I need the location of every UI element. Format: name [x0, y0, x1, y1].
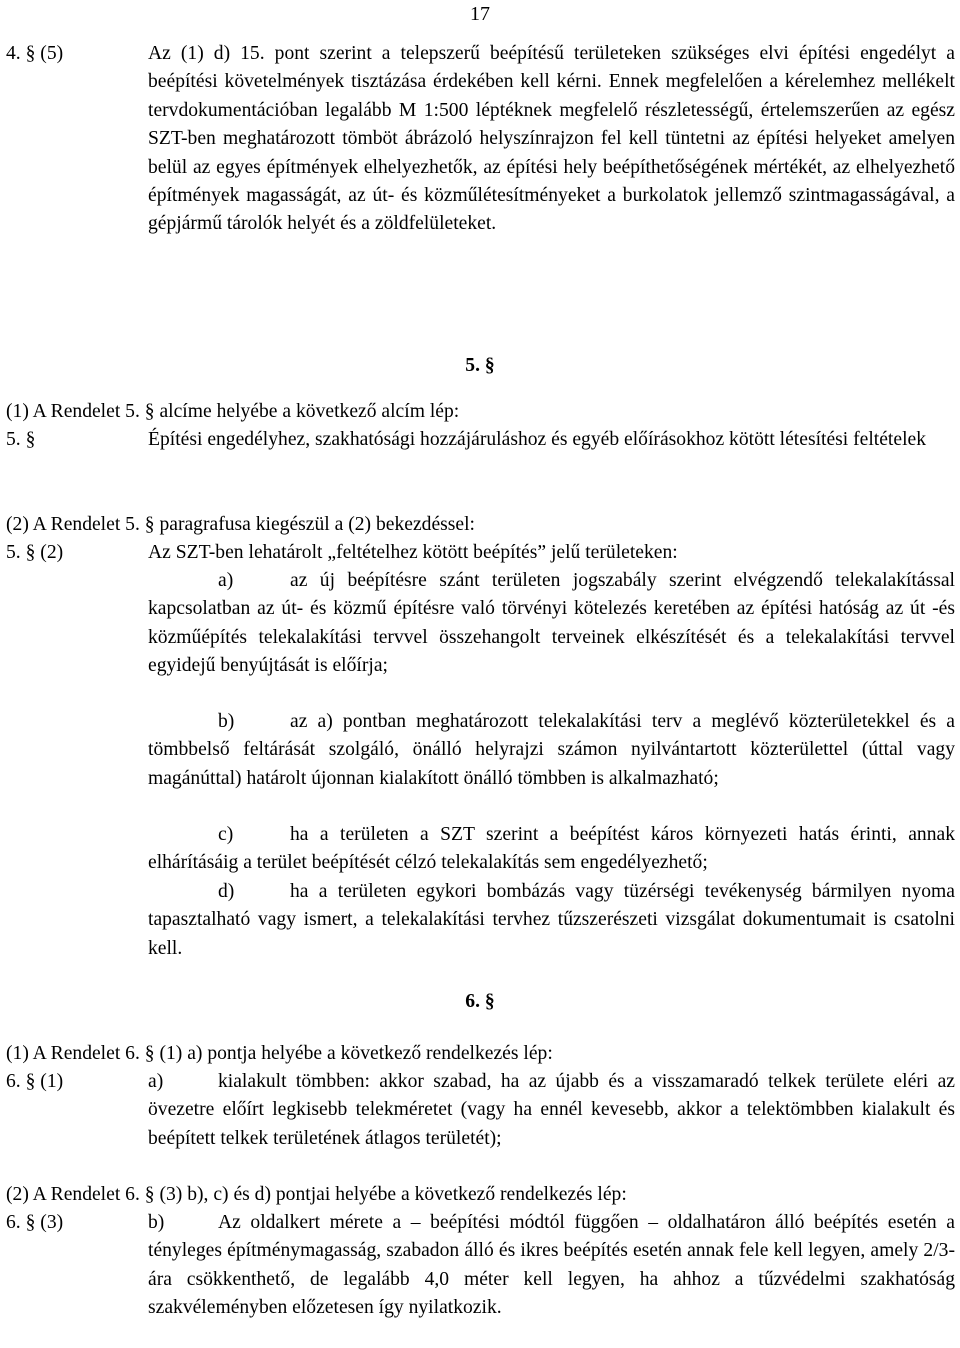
amendment-intro: (2) A Rendelet 6. § (3) b), c) és d) pontjai helyébe a következő rendelkezés lép: [6, 1184, 627, 1205]
section-heading-5: 5. § [465, 355, 495, 376]
list-item-text [148, 567, 955, 681]
paragraph-label: 5. § (2) [6, 542, 64, 563]
list-item-letter: b) [218, 711, 235, 732]
paragraph-text: Építési engedélyhez, szakhatósági hozzájáruláshoz és egyéb előírásokhoz kötött létesítési feltételek [148, 429, 927, 450]
paragraph-text [148, 1068, 955, 1153]
list-item-body: ha a területen a SZT szerint a beépítést káros környezeti hatás érinti, annak elhárításáig a terület beépítését célzó telekalakítás sem engedélyezhető; [148, 824, 955, 874]
list-item-letter: a) [218, 570, 234, 591]
amendment-intro: (1) A Rendelet 6. § (1) a) pontja helyébe a következő rendelkezés lép: [6, 1043, 553, 1064]
paragraph-text [148, 1209, 955, 1323]
list-item-body: Az oldalkert mérete a – beépítési módtól függően – oldalhatáron álló beépítés esetén a tényleges építménymagasság, szabadon álló és ikres beépítés esetén annak fele kell legyen, amely 2/3-ára csökkenthető, de legalább 4,0 méter kell legyen, ha ahhoz a tűzvédelmi szakhatóság szakvéleményben előzetesen így nyilatkozik. [148, 1212, 955, 1319]
amendment-intro: (1) A Rendelet 5. § alcíme helyébe a következő alcím lép: [6, 401, 460, 422]
list-item-letter: d) [218, 881, 235, 902]
list-item-body: az a) pontban meghatározott telekalakítási terv a meglévő közterületekkel és a tömbbelső feltárását szolgáló, önálló helyrajzi számon nyilvántartott közterülettel (úttal vagy magánúttal) határolt újonnan kialakított önálló tömbben is alkalmazható; [148, 711, 955, 789]
paragraph-text: Az (1) d) 15. pont szerint a telepszerű beépítésű területeken szükséges elvi építési engedélyt a beépítési követelmények tisztázása érdekében kell kérni. Ennek megfelelően a kérelemhez mellékelt tervdokumentációban legalább M 1:500 léptéknek megfelelő részletességű, értelemszerűen az egész SZT-ben meghatározott tömböt ábrázoló helyszínrajzon fel kell tüntetni az építési helyeket amelyen belül az egyes építmények elhelyezhetők, az építési hely beépíthetőségének mértékét, az elhelyezhető építmények magasságát, az út- és közműlétesítményeket a burkolatok jellemző szintmagasságával, a gépjármű tárolók helyét és a zöldfelületeket. [148, 43, 955, 235]
paragraph-label: 4. § (5) [6, 43, 64, 64]
page-number: 17 [470, 3, 490, 25]
paragraph-text: Az SZT-ben lehatárolt „feltételhez kötött beépítés” jelű területeken: [148, 542, 678, 563]
list-item-body: kialakult tömbben: akkor szabad, ha az újabb és a visszamaradó telkek területe eléri az övezetre előírt legkisebb telekméretet (vagy ha ennél kevesebb, akkor a telektömbben kialakult és beépített telkek területének átlagos területét); [148, 1071, 955, 1149]
list-item-body: ha a területen egykori bombázás vagy tüzérségi tevékenység bármilyen nyoma tapasztalható vagy ismert, a telekalakítási tervhez tűzszerészeti vizsgálat dokumentumait is csatolni kell. [148, 881, 955, 959]
list-item-letter: c) [218, 824, 234, 845]
paragraph-label: 6. § (3) [6, 1212, 64, 1233]
paragraph-label: 6. § (1) [6, 1071, 64, 1092]
list-item-letter: a) [148, 1071, 164, 1092]
amendment-intro: (2) A Rendelet 5. § paragrafusa kiegészül a (2) bekezdéssel: [6, 514, 475, 535]
section-heading-6: 6. § [465, 991, 495, 1012]
list-item-text [148, 878, 955, 963]
list-item-text [148, 708, 955, 793]
paragraph-label: 5. § [6, 429, 36, 450]
list-item-letter: b) [148, 1212, 165, 1233]
list-item-text [148, 821, 955, 878]
list-item-body: az új beépítésre szánt területen jogszabály szerint elvégzendő telekalakítással kapcsolatban az út- és közmű építésre való törvényi kötelezés keretében az építési hatóság az út -és közműépítés telekalakítási tervvel összehangolt terveinek elkészítését és a telekalakítási tervvel egyidejű benyújtását is előírja; [148, 570, 955, 677]
